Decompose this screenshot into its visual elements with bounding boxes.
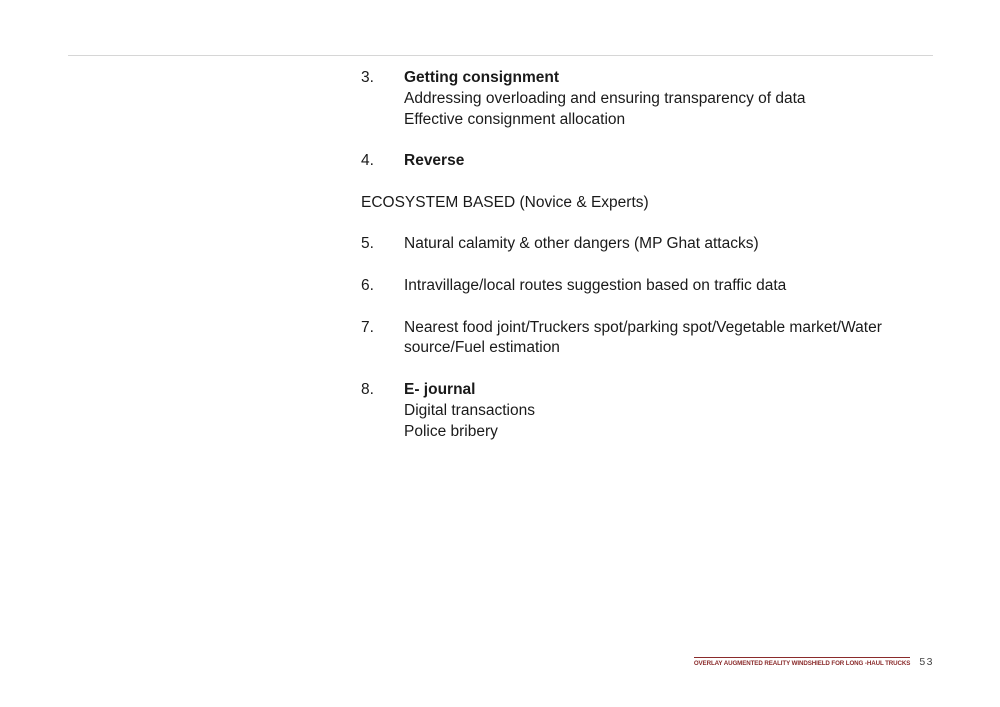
list-number: 6.: [361, 276, 374, 294]
list-item-4: [361, 151, 921, 172]
list-body: [404, 380, 921, 442]
list-item-text: Intravillage/local routes suggestion based on traffic data: [404, 276, 787, 294]
list-item-title: Reverse: [404, 152, 465, 170]
list-item-8: [361, 380, 921, 442]
list-item-3: [361, 68, 921, 130]
list-item-line: Effective consignment allocation: [404, 110, 626, 128]
list-item-5: [361, 234, 921, 255]
list-item-line: Digital transactions: [404, 401, 535, 419]
list-number: 7.: [361, 318, 374, 336]
list-item-line: Police bribery: [404, 422, 498, 440]
running-title: OVERLAY AUGMENTED REALITY WINDSHIELD FOR LONG -HAUL TRUCKS: [694, 657, 911, 667]
list-number: 4.: [361, 152, 374, 170]
list-number: 8.: [361, 380, 374, 398]
list-item-text: Natural calamity & other dangers (MP Ghat attacks): [404, 235, 759, 253]
list-item-line: Addressing overloading and ensuring transparency of data: [404, 89, 806, 107]
section-heading: ECOSYSTEM BASED (Novice & Experts): [361, 193, 649, 211]
page-content: [361, 68, 921, 463]
header-divider: [68, 55, 933, 56]
list-number: 3.: [361, 69, 374, 86]
list-body: [404, 68, 921, 130]
page-number: 53: [919, 656, 934, 668]
list-item-7: [361, 318, 921, 360]
list-item-text: Nearest food joint/Truckers spot/parking spot/Vegetable market/Water source/Fuel estimation: [404, 318, 882, 357]
list-item-title: Getting consignment: [404, 69, 559, 86]
list-body: [404, 151, 921, 172]
list-item-6: [361, 276, 921, 297]
list-item-title: E- journal: [404, 380, 476, 398]
list-number: 5.: [361, 235, 374, 253]
page-footer: [694, 656, 934, 667]
